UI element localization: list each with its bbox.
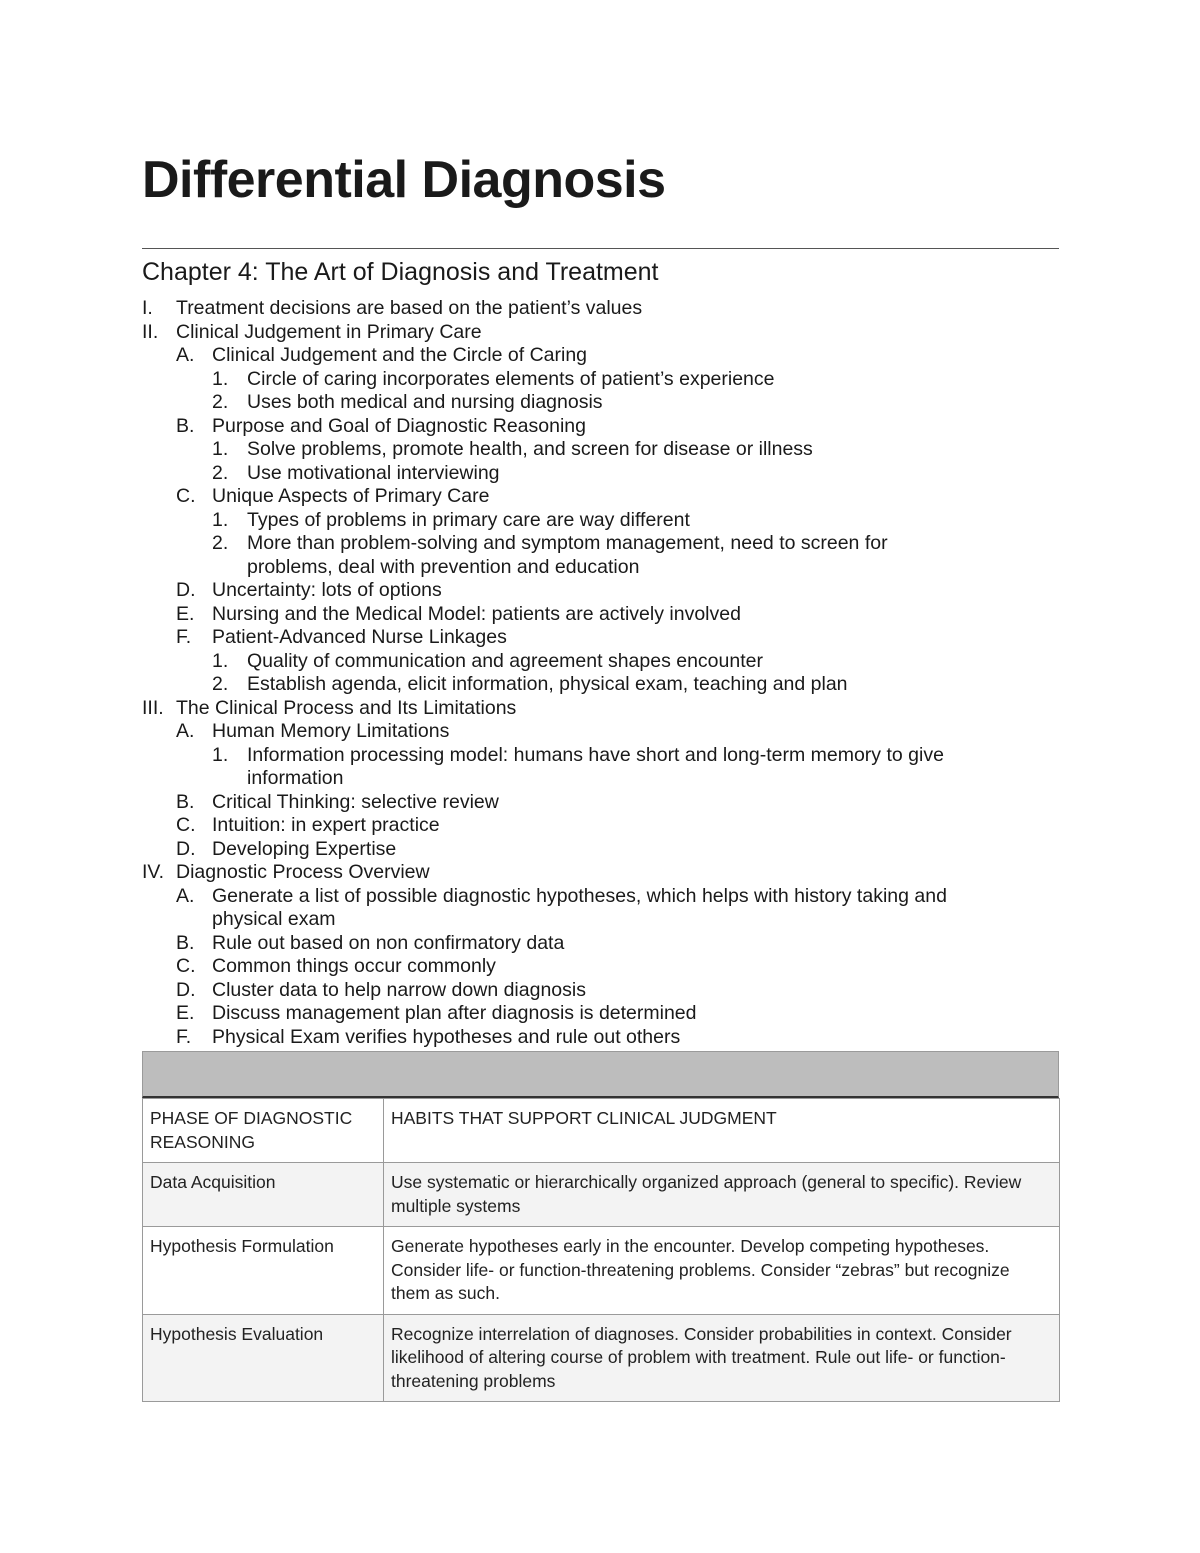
outline-item xyxy=(142,415,1059,439)
outline-text: Uses both medical and nursing diagnosis xyxy=(247,391,603,413)
outline-text: Critical Thinking: selective review xyxy=(212,790,499,813)
outline-item xyxy=(142,344,1059,368)
phase-cell: Data Acquisition xyxy=(143,1163,384,1227)
chapter-outline xyxy=(142,297,1059,1049)
outline-marker: III. xyxy=(142,696,164,719)
outline-item-continuation xyxy=(142,908,1059,932)
outline-marker: D. xyxy=(176,837,196,860)
outline-item xyxy=(142,626,1059,650)
habits-cell: Generate hypotheses early in the encounter. Develop competing hypotheses. Consider life- or function-threatening problems. Consider “zebras” but recognize them as such. xyxy=(384,1227,1060,1315)
outline-text: Quality of communication and agreement shapes encounter xyxy=(247,649,763,672)
table-title-bar xyxy=(142,1051,1059,1098)
outline-text: Common things occur commonly xyxy=(212,955,496,977)
outline-text: information xyxy=(247,767,344,789)
habits-cell: Recognize interrelation of diagnoses. Consider probabilities in context. Consider likelihood of altering course of problem with treatment. Rule out life- or function-threatening problems xyxy=(384,1314,1060,1402)
outline-item-continuation xyxy=(142,556,1059,580)
outline-marker: E. xyxy=(176,1002,195,1024)
outline-item xyxy=(142,321,1059,345)
outline-text: Nursing and the Medical Model: patients are actively involved xyxy=(212,602,741,625)
outline-item xyxy=(142,1026,1059,1050)
outline-marker: 1. xyxy=(212,367,229,390)
outline-item xyxy=(142,955,1059,979)
outline-text: Unique Aspects of Primary Care xyxy=(212,485,490,507)
outline-item xyxy=(142,838,1059,862)
outline-text: physical exam xyxy=(212,908,336,930)
outline-text: Human Memory Limitations xyxy=(212,720,450,742)
diagnostic-reasoning-table xyxy=(142,1051,1059,1402)
outline-marker: II. xyxy=(142,320,159,343)
outline-marker: B. xyxy=(176,414,195,437)
outline-item xyxy=(142,791,1059,815)
outline-item xyxy=(142,1002,1059,1026)
outline-item xyxy=(142,885,1059,909)
document-title: Differential Diagnosis xyxy=(142,151,666,209)
outline-marker: IV. xyxy=(142,861,165,883)
outline-marker: B. xyxy=(176,931,195,954)
outline-text: Patient-Advanced Nurse Linkages xyxy=(212,626,507,648)
outline-item xyxy=(142,744,1059,768)
outline-marker: 1. xyxy=(212,508,229,531)
column-header-habits: HABITS THAT SUPPORT CLINICAL JUDGMENT xyxy=(384,1099,1060,1163)
outline-item xyxy=(142,462,1059,486)
outline-marker: C. xyxy=(176,485,196,507)
phase-cell: Hypothesis Evaluation xyxy=(143,1314,384,1402)
outline-item xyxy=(142,368,1059,392)
outline-text: Intuition: in expert practice xyxy=(212,814,440,836)
outline-item xyxy=(142,509,1059,533)
chapter-heading: Chapter 4: The Art of Diagnosis and Treatment xyxy=(142,258,659,286)
outline-marker: A. xyxy=(176,720,195,742)
outline-text: problems, deal with prevention and education xyxy=(247,555,640,578)
outline-item xyxy=(142,650,1059,674)
outline-text: Information processing model: humans have short and long-term memory to give xyxy=(247,743,944,766)
outline-marker: D. xyxy=(176,579,196,601)
outline-marker: C. xyxy=(176,955,196,977)
phase-cell: Hypothesis Formulation xyxy=(143,1227,384,1315)
column-header-phase: PHASE OF DIAGNOSTIC REASONING xyxy=(143,1099,384,1163)
outline-text: Treatment decisions are based on the patient’s values xyxy=(176,297,643,319)
outline-marker: C. xyxy=(176,814,196,836)
outline-marker: E. xyxy=(176,602,195,625)
outline-marker: 2. xyxy=(212,532,229,554)
outline-item xyxy=(142,438,1059,462)
outline-text: More than problem-solving and symptom management, need to screen for xyxy=(247,532,888,554)
habits-table xyxy=(142,1098,1060,1402)
outline-text: Uncertainty: lots of options xyxy=(212,579,442,601)
outline-text: Generate a list of possible diagnostic hypotheses, which helps with history taking and xyxy=(212,884,947,907)
table-row xyxy=(143,1314,1060,1402)
outline-text: Diagnostic Process Overview xyxy=(176,861,430,883)
outline-text: Establish agenda, elicit information, physical exam, teaching and plan xyxy=(247,673,848,695)
outline-item xyxy=(142,979,1059,1003)
table-row xyxy=(143,1163,1060,1227)
outline-marker: A. xyxy=(176,884,195,907)
outline-item xyxy=(142,861,1059,885)
outline-marker: 2. xyxy=(212,461,229,484)
outline-item xyxy=(142,579,1059,603)
outline-marker: 1. xyxy=(212,438,229,460)
outline-item xyxy=(142,697,1059,721)
outline-item xyxy=(142,532,1059,556)
outline-marker: I. xyxy=(142,297,153,319)
outline-text: The Clinical Process and Its Limitations xyxy=(176,696,517,719)
outline-item xyxy=(142,391,1059,415)
outline-text: Use motivational interviewing xyxy=(247,461,500,484)
outline-marker: 1. xyxy=(212,649,229,672)
outline-text: Clinical Judgement and the Circle of Caring xyxy=(212,344,588,366)
outline-item xyxy=(142,932,1059,956)
outline-item xyxy=(142,297,1059,321)
outline-text: Clinical Judgement in Primary Care xyxy=(176,320,482,343)
outline-item xyxy=(142,485,1059,509)
outline-text: Purpose and Goal of Diagnostic Reasoning xyxy=(212,414,586,437)
outline-text: Discuss management plan after diagnosis is determined xyxy=(212,1002,697,1024)
outline-text: Circle of caring incorporates elements of patient’s experience xyxy=(247,367,775,390)
outline-item xyxy=(142,603,1059,627)
table-header-row xyxy=(143,1099,1060,1163)
outline-marker: F. xyxy=(176,626,192,648)
outline-marker: 2. xyxy=(212,391,229,413)
outline-text: Solve problems, promote health, and screen for disease or illness xyxy=(247,438,813,460)
table-row xyxy=(143,1227,1060,1315)
outline-marker: 2. xyxy=(212,673,229,695)
outline-marker: 1. xyxy=(212,743,229,766)
outline-item xyxy=(142,720,1059,744)
title-divider xyxy=(142,248,1059,249)
outline-item xyxy=(142,814,1059,838)
outline-marker: F. xyxy=(176,1025,192,1048)
outline-item-continuation xyxy=(142,767,1059,791)
outline-text: Types of problems in primary care are way different xyxy=(247,508,690,531)
habits-cell: Use systematic or hierarchically organized approach (general to specific). Review multiple systems xyxy=(384,1163,1060,1227)
outline-text: Cluster data to help narrow down diagnosis xyxy=(212,978,586,1001)
outline-text: Rule out based on non confirmatory data xyxy=(212,931,565,954)
outline-marker: D. xyxy=(176,978,196,1001)
outline-text: Developing Expertise xyxy=(212,837,397,860)
outline-marker: A. xyxy=(176,344,195,366)
outline-item xyxy=(142,673,1059,697)
outline-text: Physical Exam verifies hypotheses and rule out others xyxy=(212,1025,681,1048)
outline-marker: B. xyxy=(176,790,195,813)
